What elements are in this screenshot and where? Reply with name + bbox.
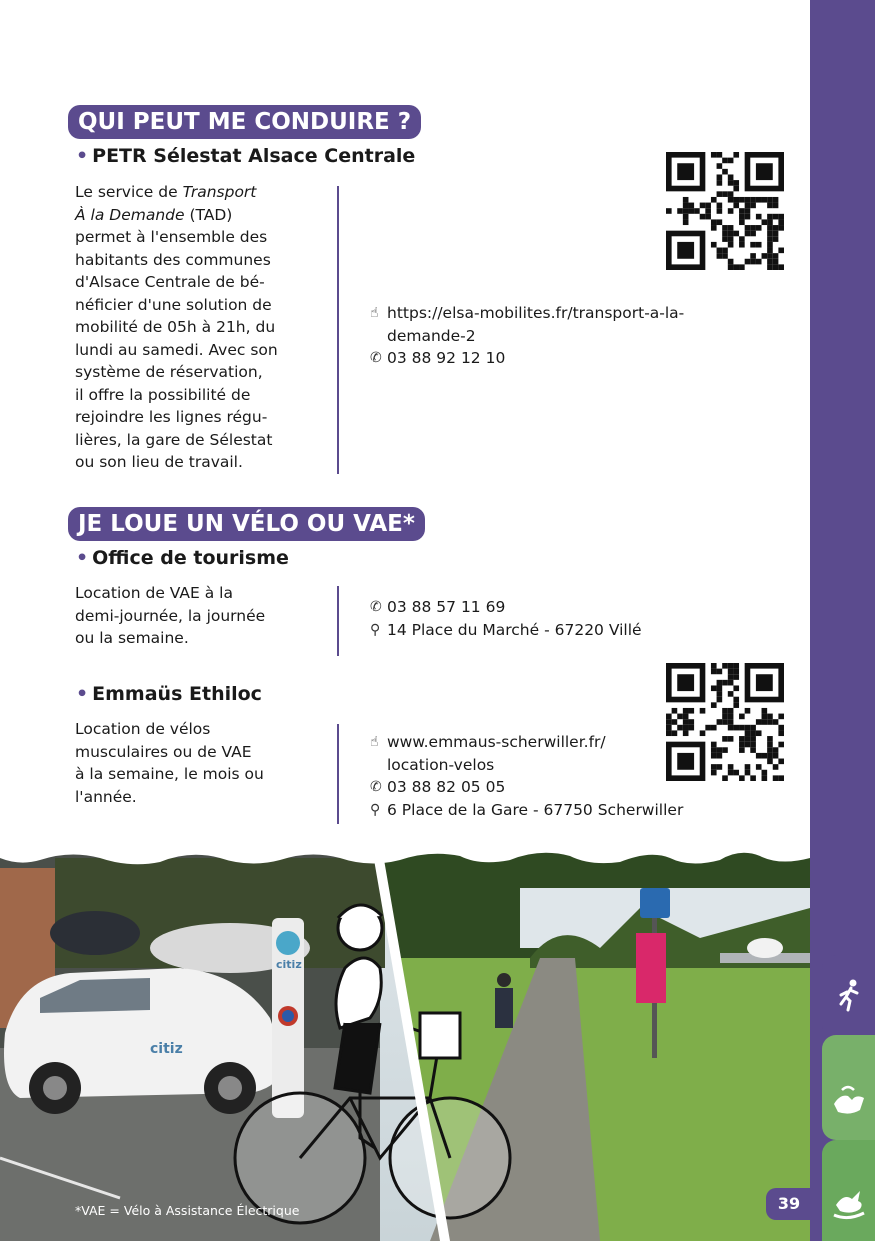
url-row bbox=[370, 302, 684, 347]
drive-contact bbox=[370, 302, 684, 370]
page-number: 39 bbox=[766, 1188, 812, 1220]
org-heading-petr: • PETR Sélestat Alsace Centrale bbox=[76, 145, 416, 167]
qr-code-tad[interactable] bbox=[666, 152, 784, 270]
walking-person-icon bbox=[830, 978, 868, 1016]
link-hand-icon: ☝ bbox=[370, 305, 379, 321]
url-link[interactable]: www.emmaus-scherwiller.fr/ bbox=[387, 733, 606, 751]
org-name: Office de tourisme bbox=[92, 547, 289, 569]
org-name: Emmaüs Ethiloc bbox=[92, 683, 262, 705]
link-hand-icon: ☝ bbox=[370, 734, 379, 750]
emmaus-contact bbox=[370, 731, 683, 821]
address-row bbox=[370, 619, 642, 642]
desc-line: ou son lieu de travail. bbox=[75, 453, 243, 471]
url-row bbox=[370, 731, 683, 776]
org-heading-emmaus: • Emmaüs Ethiloc bbox=[76, 683, 262, 705]
desc-line: demi-journée, la journée bbox=[75, 606, 266, 625]
desc-line: Le service de Transport bbox=[75, 183, 257, 201]
url-link[interactable]: https://elsa-mobilites.fr/transport-a-la- bbox=[387, 304, 685, 322]
org-heading-office: • Office de tourisme bbox=[76, 547, 289, 569]
desc-line: il offre la possibilité de bbox=[75, 385, 251, 404]
address: 14 Place du Marché - 67220 Villé bbox=[387, 620, 642, 639]
qr-code-emmaus[interactable] bbox=[666, 663, 784, 781]
desc-line: lundi au samedi. Avec son bbox=[75, 340, 278, 359]
divider bbox=[337, 186, 339, 474]
phone-number[interactable]: 03 88 82 05 05 bbox=[387, 778, 506, 796]
desc-line: Location de VAE à la bbox=[75, 584, 233, 602]
url-link-cont[interactable]: demande-2 bbox=[387, 326, 476, 345]
phone-icon: ✆ bbox=[370, 779, 382, 795]
phone-row bbox=[370, 596, 642, 619]
desc-line: Location de vélos bbox=[75, 720, 211, 738]
desc-line: d'Alsace Centrale de bé- bbox=[75, 273, 265, 291]
desc-line: lières, la gare de Sélestat bbox=[75, 430, 273, 449]
desc-line: rejoindre les lignes régu- bbox=[75, 408, 268, 426]
phone-row bbox=[370, 347, 684, 370]
hands-icon bbox=[830, 1080, 868, 1118]
phone-icon: ✆ bbox=[370, 599, 382, 615]
desc-line: l'année. bbox=[75, 787, 137, 806]
url-link-cont[interactable]: location-velos bbox=[387, 755, 495, 774]
location-pin-icon: ⚲ bbox=[370, 801, 381, 818]
footnote: *VAE = Vélo à Assistance Électrique bbox=[75, 1203, 300, 1218]
location-pin-icon: ⚲ bbox=[370, 621, 381, 638]
svg-text:citiz: citiz bbox=[150, 1041, 183, 1057]
org-name: PETR Sélestat Alsace Centrale bbox=[92, 145, 416, 167]
svg-text:citiz: citiz bbox=[276, 958, 302, 971]
desc-line: habitants des communes bbox=[75, 250, 271, 269]
section-title-bike: JE LOUE UN VÉLO OU VAE* bbox=[68, 507, 425, 541]
divider bbox=[337, 586, 339, 656]
address-row bbox=[370, 799, 683, 822]
bike-photo bbox=[0, 848, 810, 1241]
desc-line: mobilité de 05h à 21h, du bbox=[75, 318, 276, 336]
desc-line: musculaires ou de VAE bbox=[75, 742, 252, 761]
desc-line: À la Demande (TAD) bbox=[75, 205, 233, 224]
drive-description bbox=[75, 181, 278, 474]
phone-icon: ✆ bbox=[370, 350, 382, 366]
phone-number[interactable]: 03 88 57 11 69 bbox=[387, 598, 506, 616]
phone-row bbox=[370, 776, 683, 799]
desc-line: à la semaine, le mois ou bbox=[75, 765, 264, 783]
address: 6 Place de la Gare - 67750 Scherwiller bbox=[387, 800, 684, 819]
desc-line: ou la semaine. bbox=[75, 629, 189, 647]
section-title-drive: QUI PEUT ME CONDUIRE ? bbox=[68, 105, 421, 139]
office-contact bbox=[370, 596, 642, 641]
desc-line: néficier d'une solution de bbox=[75, 295, 272, 314]
office-description bbox=[75, 582, 265, 650]
divider bbox=[337, 724, 339, 824]
desc-line: système de réservation, bbox=[75, 363, 263, 381]
phone-number[interactable]: 03 88 92 12 10 bbox=[387, 349, 506, 367]
emmaus-description bbox=[75, 718, 264, 808]
desc-line: permet à l'ensemble des bbox=[75, 228, 268, 246]
dove-icon bbox=[830, 1185, 868, 1223]
